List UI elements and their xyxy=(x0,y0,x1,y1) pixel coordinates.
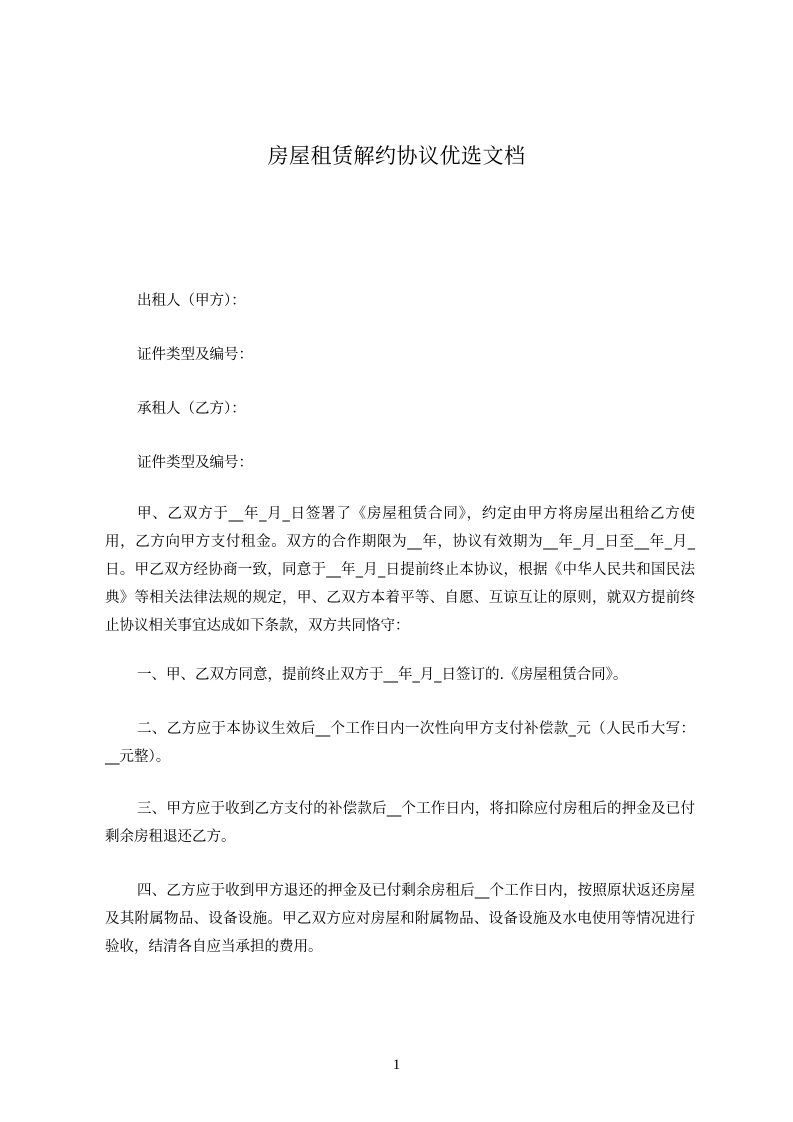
clause-1: 一、甲、乙双方同意，提前终止双方于__年_月_日签订的.《房屋租赁合同》。 xyxy=(137,667,628,683)
clause-3: 三、甲方应于收到乙方支付的补偿款后__个工作日内，将扣除应付房租后的押金及已付剩余房租退还乙方。 xyxy=(105,801,695,845)
page-number: 1 xyxy=(392,1057,401,1073)
lessee-field: 承租人（乙方）： xyxy=(137,401,246,417)
lessor-field: 出租人（甲方）： xyxy=(137,293,246,309)
lessor-id-field: 证件类型及编号： xyxy=(137,347,253,363)
lessee-id-field: 证件类型及编号： xyxy=(137,455,253,471)
clause-4: 四、乙方应于收到甲方退还的押金及已付剩余房租后__个工作日内，按照原状返还房屋及其附属物品、设备设施。甲乙双方应对房屋和附属物品、设备设施及水电使用等情况进行验收，结清各自应当承担的费用。 xyxy=(105,883,695,955)
clause-2: 二、乙方应于本协议生效后__个工作日内一次性向甲方支付补偿款_元（人民币大写：__元整）。 xyxy=(105,721,695,765)
document-title: 房屋租赁解约协议优选文档 xyxy=(267,144,526,168)
intro-paragraph: 甲、乙双方于__年_月_日签署了《房屋租赁合同》，约定由甲方将房屋出租给乙方使用，乙方向甲方支付租金。双方的合作期限为__年，协议有效期为__年_月_日至__年_月_日。甲乙双方经协商一致，同意于__年_月_日提前终止本协议，根据《中华人民共和国民法典》等相关法律法规的规定，甲、乙双方本着平等、自愿、互谅互让的原则，就双方提前终止协议相关事宜达成如下条款，双方共同恪守： xyxy=(105,506,695,634)
